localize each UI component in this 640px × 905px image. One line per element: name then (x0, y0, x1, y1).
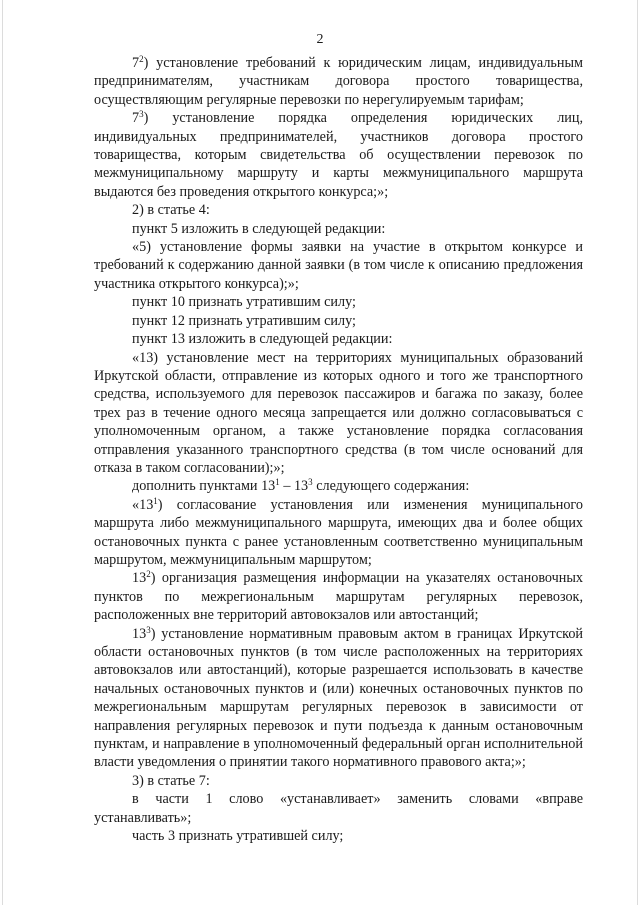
page-left-edge (2, 0, 3, 905)
paragraph-item-10: пункт 10 признать утратившим силу; (132, 294, 356, 311)
document-body (94, 54, 583, 845)
paragraph-item-13-text: «13) установление мест на территориях муниципальных образований Иркутской области, отправление из которых одного и того же транспортного средства, используемого для перевозок пассажиров и багажа по заказу, более трех раз в течение одного месяца запрещается или должно согласовываться с уполномоченным органом, а также установление порядка согласования отправления указанного транспортного средства (в том числе оснований для отказа в таком согласовании);»; (94, 349, 583, 476)
paragraph-part-1: в части 1 слово «устанавливает» заменить словами «вправе устанавливать»; (94, 791, 583, 826)
paragraph-article-4: 2) в статье 4: (132, 202, 210, 219)
paragraph-item-5-text: «5) установление формы заявки на участие в открытом конкурсе и требований к содержанию данной заявки (в том числе к описанию предложения участника открытого конкурса);»; (94, 239, 583, 292)
paragraph-add-items: дополнить пунктами $13^1 - 13^3$ следующего содержания: (132, 477, 470, 495)
paragraph-13-2: $13^2$) организация размещения информации на указателях остановочных пунктов по межрегиональным маршрутам регулярных перевозок, расположенных вне территорий автовокзалов или автостанций; (94, 569, 583, 624)
page-right-edge (637, 0, 638, 905)
page-number: 2 (316, 32, 324, 47)
paragraph-13-3: $13^3$) установление нормативным правовым актом в границах Иркутской области остановочных пунктов (в том числе расположенных на территориях автовокзалов или автостанций), которые разрешается использовать в качестве начальных остановочных пунктов и (или) конечных остановочных пунктов по межрегиональным маршрутам регулярных перевозок в зависимости от направления регулярных перевозок и пути подъезда к данным остановочным пунктам, и направление в уполномоченный федеральный орган исполнительной власти уведомления о принятии такого нормативного правового акта;»; (94, 624, 583, 771)
paragraph-7-3: $7^3$) установление порядка определения юридических лиц, индивидуальных предпринимателей, участников договора простого товарищества, которым свидетельства об осуществлении перевозок по межмуниципальному маршруту и карты межмуниципального маршрута выдаются без проведения открытого конкурса;»; (94, 109, 583, 200)
paragraph-7-2: $7^2$) установление требований к юридическим лицам, индивидуальным предпринимателям, участникам договора простого товарищества, осуществляющим регулярные перевозки по нерегулируемым тарифам; (94, 54, 583, 108)
paragraph-item-12: пункт 12 признать утратившим силу; (132, 312, 356, 329)
paragraph-part-3: часть 3 признать утратившей силу; (132, 828, 344, 845)
paragraph-article-7: 3) в статье 7: (132, 772, 210, 789)
paragraph-13-1: «$13^1$) согласование установления или изменения муниципального маршрута либо межмуниципального маршрута, имеющих два и более общих остановочных пункта с ранее установленным соответственно муниципальным маршрутом, межмуниципальным маршрутом; (94, 495, 583, 568)
paragraph-item-5-intro: пункт 5 изложить в следующей редакции: (132, 220, 386, 237)
paragraph-item-13-intro: пункт 13 изложить в следующей редакции: (132, 331, 393, 348)
